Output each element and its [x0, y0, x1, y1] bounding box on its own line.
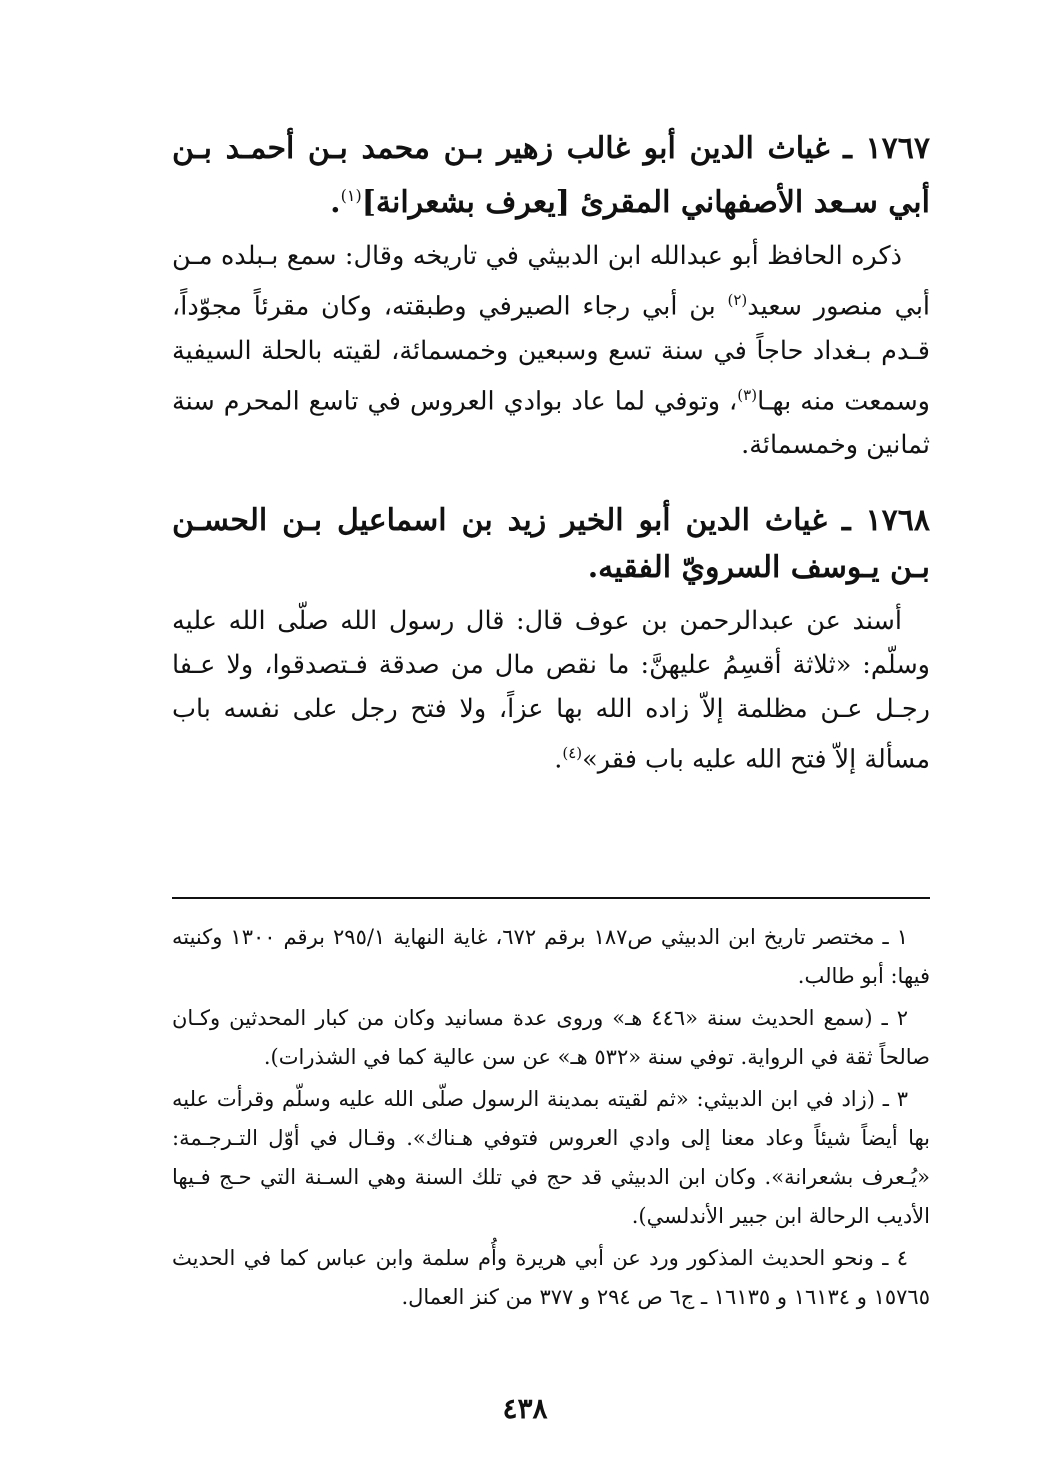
footnote-ref-2: (٢) — [727, 291, 748, 309]
footnote-4: ٤ ـ ونحو الحديث المذكور ورد عن أبي هريرة وأُم سلمة وابن عباس كما في الحديث ١٥٧٦٥ و ١٦١٣٤ و ١٦١٣٥ ـ ج٦ ص ٢٩٤ و ٣٧٧ من كنز العمال. — [172, 1246, 930, 1309]
footnote-1: ١ ـ مختصر تاريخ ابن الدبيثي ص١٨٧ برقم ٦٧٢، غاية النهاية ٢٩٥/١ برقم ١٣٠٠ وكنيته فيها: أبو طالب. — [172, 925, 930, 988]
entry-header-text: ١٧٦٧ ـ غياث الدين أبو غالب زهير بـن محمد بـن أحمـد بـن أبي سـعد الأصفهاني المقرئ [يعرف بشعرانة] — [172, 131, 930, 220]
body-text-segment: أسند عن عبدالرحمن بن عوف قال: قال رسول الله صلّى الله عليه وسلّم: «ثلاثة أقسِمُ عليهنَّ: ما نقص مال من صدقة فـتصدقوا، ولا عـفا رجـل عـن مظلمة إلاّ زاده الله بها عزاً، ولا فتح رجل على نفسه باب مسألة إلاّ فتح الله عليه باب فقر» — [172, 606, 930, 775]
body-text-segment: ذكره الحافظ أبو عبدالله ابن الدبيثي في تاريخه وقال: سمع بـبلده مـن أبي منصور سعيد — [172, 241, 930, 322]
entry-body-1767 — [172, 234, 930, 467]
page-number: ٤٣٨ — [502, 1392, 548, 1425]
footnote-2: ٢ ـ (سمع الحديث سنة «٤٤٦ هـ» وروى عدة مسانيد وكان من كبار المحدثين وكـان صالحاً ثقة في الرواية. توفي سنة «٥٣٢ هـ» عن سن عالية كما في الشذرات). — [172, 1006, 930, 1069]
biography-entry-1767 — [172, 125, 930, 467]
body-text-segment: . — [554, 744, 563, 775]
entry-header-1768 — [172, 497, 930, 591]
footnote-divider — [172, 897, 930, 899]
footnotes — [172, 918, 930, 1320]
footnote-ref-4: (٤) — [562, 744, 583, 762]
entry-body-1768 — [172, 599, 930, 782]
footnote-ref-1: (١) — [340, 186, 362, 205]
body-text-segment: ، وتوفي لما عاد بوادي العروس في تاسع المحرم سنة ثمانين وخمسمائة. — [172, 386, 930, 460]
entry-header-text: ١٧٦٨ ـ غياث الدين أبو الخير زيد بن اسماعيل بـن الحسـن بـن يـوسف السرويّ الفقيه. — [172, 503, 930, 585]
footnote-ref-3: (٣) — [737, 385, 758, 404]
body-text-segment: بن أبي رجاء الصيرفي وطبقته، وكان مقرئاً مجوّداً، قـدم بـغداد حاجاً في سنة تسع وسبعين وخمسمائة، لقيته بالحلة السيفية وسمعت منه بهـا — [172, 291, 930, 416]
entry-header-end: . — [330, 185, 341, 220]
biography-entry-1768 — [172, 497, 930, 782]
entry-header-1767 — [172, 125, 930, 226]
footnote-3: ٣ ـ (زاد في ابن الدبيثي: «ثم لقيته بمدينة الرسول صلّى الله عليه وسلّم وقرأت عليه بها أيضاً شيئاً وعاد معنا إلى وادي العروس فتوفي هـناك». وقـال في أوّل التـرجـمة: «يُـعرف بشعرانة». وكان ابن الدبيثي قد حج في تلك السنة وهي السـنة التي حـج فـيها الأديب الرحالة ابن جبير الأندلسي). — [172, 1087, 930, 1228]
